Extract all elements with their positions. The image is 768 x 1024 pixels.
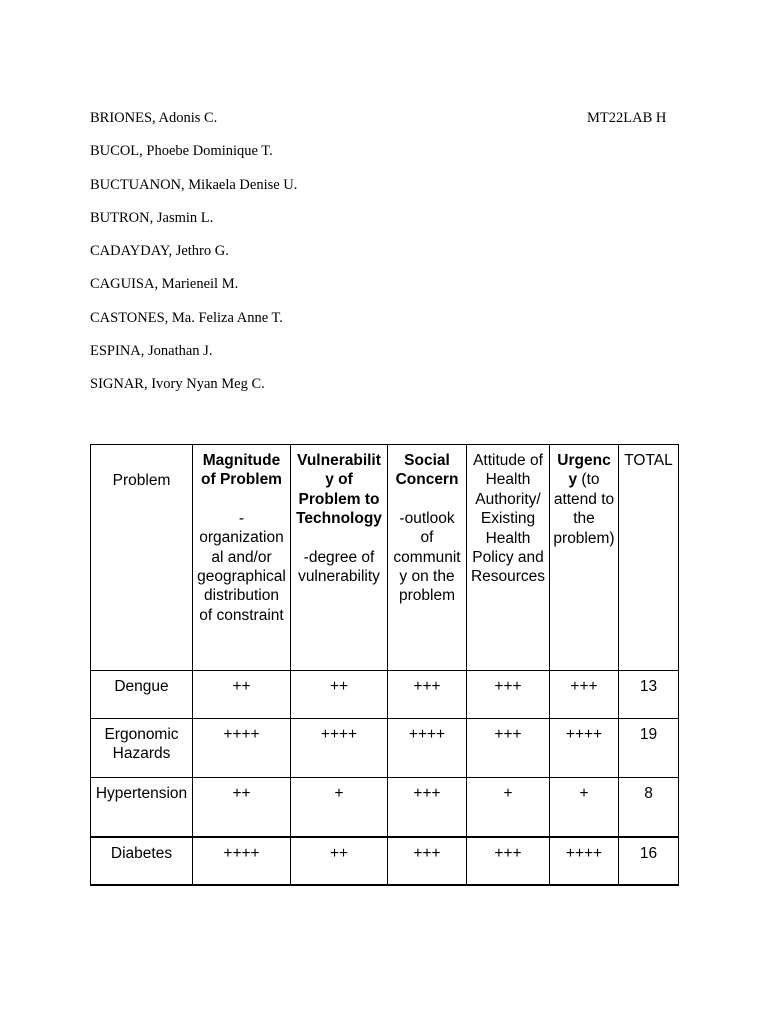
header-urgency-title: Urgency xyxy=(557,452,611,489)
cell-problem: Ergonomic Hazards xyxy=(91,719,193,778)
header-vulnerability xyxy=(291,445,388,671)
cell-attitude: +++ xyxy=(467,837,550,885)
member-name: CAGUISA, Marieneil M. xyxy=(90,276,239,293)
member-name: BUCTUANON, Mikaela Denise U. xyxy=(90,176,298,193)
cell-social: +++ xyxy=(388,837,467,885)
header-urgency-desc: (to attend to the problem) xyxy=(553,471,615,547)
cell-social: +++ xyxy=(388,778,467,837)
cell-magnitude: ++ xyxy=(193,671,291,719)
section-code: MT22LAB H xyxy=(587,110,667,126)
header-magnitude-title: Magnitude of Problem xyxy=(201,452,282,489)
cell-problem: Diabetes xyxy=(91,837,193,885)
header-urgency xyxy=(550,445,619,671)
cell-social: ++++ xyxy=(388,719,467,778)
cell-social: +++ xyxy=(388,671,467,719)
cell-vulnerability: ++++ xyxy=(291,719,388,778)
member-name: BRIONES, Adonis C. xyxy=(90,110,218,126)
cell-attitude: + xyxy=(467,778,550,837)
member-name: CADAYDAY, Jethro G. xyxy=(90,243,229,260)
header-social xyxy=(388,445,467,671)
cell-urgency: +++ xyxy=(550,671,619,719)
table-row xyxy=(91,671,679,719)
table-row xyxy=(91,778,679,837)
cell-attitude: +++ xyxy=(467,719,550,778)
header-vulnerability-title: Vulnerability of Problem to Technology xyxy=(296,452,382,528)
header-social-desc: -outlook of community on the problem xyxy=(393,509,461,605)
header-attitude: Attitude of Health Authority/ Existing Health Policy and Resources xyxy=(467,445,550,671)
member-name: CASTONES, Ma. Feliza Anne T. xyxy=(90,309,283,326)
member-name: SIGNAR, Ivory Nyan Meg C. xyxy=(90,376,265,393)
cell-urgency: ++++ xyxy=(550,719,619,778)
member-list xyxy=(90,109,670,409)
prioritization-table xyxy=(90,444,679,886)
table-row xyxy=(91,837,679,885)
cell-vulnerability: ++ xyxy=(291,671,388,719)
cell-urgency: ++++ xyxy=(550,837,619,885)
cell-problem: Hypertension xyxy=(91,778,193,837)
cell-magnitude: ++ xyxy=(193,778,291,837)
header-total: TOTAL xyxy=(619,445,679,671)
member-name: ESPINA, Jonathan J. xyxy=(90,343,213,360)
header-vulnerability-desc: -degree of vulnerability xyxy=(298,548,380,586)
table-row xyxy=(91,719,679,778)
member-name: BUTRON, Jasmin L. xyxy=(90,209,214,226)
cell-vulnerability: ++ xyxy=(291,837,388,885)
header-problem: Problem xyxy=(91,445,193,671)
cell-total: 8 xyxy=(619,778,679,837)
cell-total: 19 xyxy=(619,719,679,778)
cell-magnitude: ++++ xyxy=(193,719,291,778)
header-social-title: Social Concern xyxy=(395,452,459,489)
member-name: BUCOL, Phoebe Dominique T. xyxy=(90,143,273,160)
cell-total: 13 xyxy=(619,671,679,719)
header-row xyxy=(91,445,679,671)
cell-total: 16 xyxy=(619,837,679,885)
cell-magnitude: ++++ xyxy=(193,837,291,885)
header-magnitude-desc: -organizational and/or geographical distribution of constraint xyxy=(197,509,286,624)
header-magnitude xyxy=(193,445,291,671)
cell-urgency: + xyxy=(550,778,619,837)
cell-vulnerability: + xyxy=(291,778,388,837)
cell-problem: Dengue xyxy=(91,671,193,719)
cell-attitude: +++ xyxy=(467,671,550,719)
